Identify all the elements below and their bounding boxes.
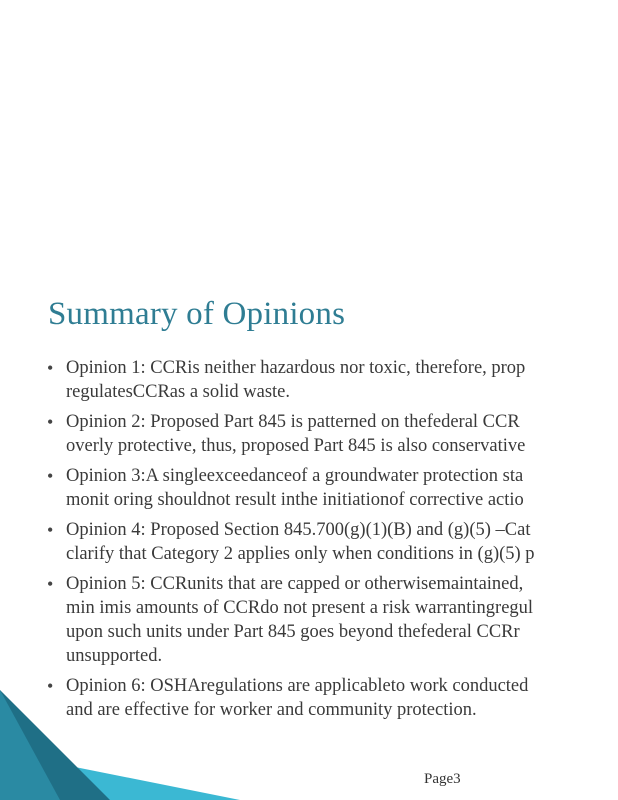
bullet-line: monit oring shouldnot result inthe initiationof corrective actio bbox=[66, 490, 524, 510]
list-item bbox=[44, 464, 618, 512]
bullet-line: Opinion 6: OSHAregulations are applicableto work conducted bbox=[66, 676, 529, 696]
bullet-dot-icon: • bbox=[47, 466, 54, 486]
slide-title: Summary of Opinions bbox=[48, 296, 346, 332]
page-number: Page3 bbox=[424, 771, 461, 787]
bullet-line: Opinion 2: Proposed Part 845 is patterned on thefederal CCR bbox=[66, 412, 520, 432]
bullet-dot-icon: • bbox=[47, 412, 54, 432]
bullet-line: unsupported. bbox=[66, 646, 163, 666]
list-item bbox=[44, 572, 618, 668]
list-item bbox=[44, 518, 618, 566]
bullet-dot-icon: • bbox=[47, 520, 54, 540]
bullet-dot-icon: • bbox=[47, 574, 54, 594]
bullet-line: regulatesCCRas a solid waste. bbox=[66, 382, 291, 402]
bullet-line: Opinion 5: CCRunits that are capped or otherwisemaintained, bbox=[66, 574, 524, 594]
bullet-line: Opinion 4: Proposed Section 845.700(g)(1)(B) and (g)(5) –Cat bbox=[66, 520, 531, 540]
bullet-line: upon such units under Part 845 goes beyond thefederal CCRr bbox=[66, 622, 520, 642]
opinions-list bbox=[44, 356, 618, 728]
bullet-dot-icon: • bbox=[47, 676, 54, 696]
bullet-line: Opinion 3:A singleexceedanceof a groundwater protection sta bbox=[66, 466, 524, 486]
bullet-line: clarify that Category 2 applies only when conditions in (g)(5) p bbox=[66, 544, 535, 564]
bullet-dot-icon: • bbox=[47, 358, 54, 378]
bullet-line: and are effective for worker and community protection. bbox=[66, 700, 477, 720]
bullet-line: Opinion 1: CCRis neither hazardous nor toxic, therefore, prop bbox=[66, 358, 526, 378]
bullet-line: min imis amounts of CCRdo not present a risk warrantingregul bbox=[66, 598, 534, 618]
list-item bbox=[44, 356, 618, 404]
bullet-line: overly protective, thus, proposed Part 845 is also conservative bbox=[66, 436, 526, 456]
list-item bbox=[44, 410, 618, 458]
corner-decoration bbox=[0, 690, 240, 800]
